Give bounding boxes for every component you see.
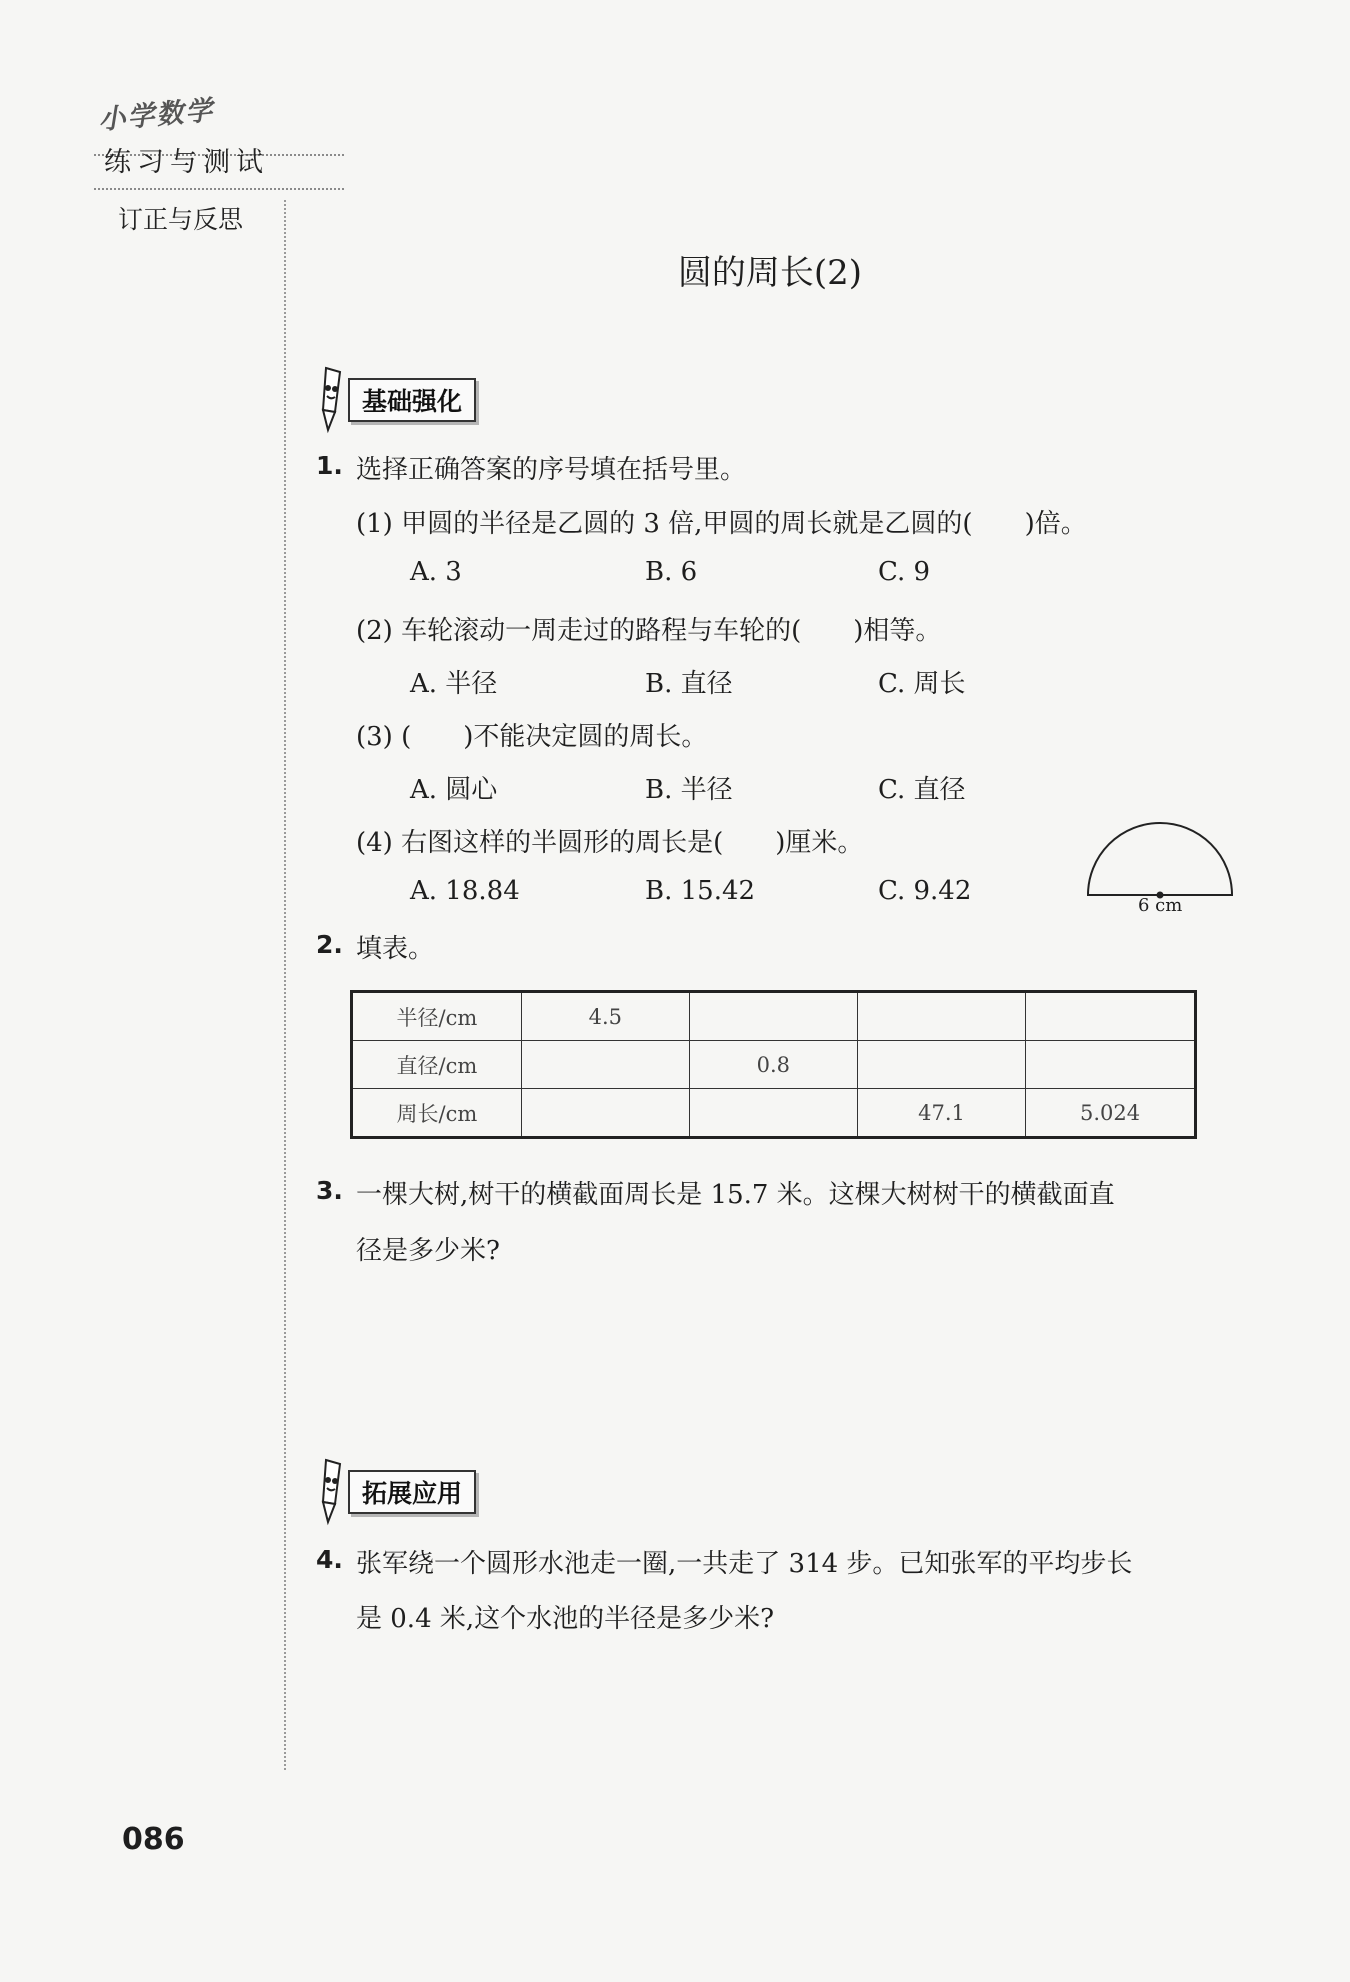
- section-basic: [318, 378, 476, 422]
- page-title: 圆的周长(2): [677, 253, 863, 293]
- table-cell[interactable]: [1026, 992, 1196, 1041]
- question-text-line2: 径是多少米?: [356, 1236, 500, 1266]
- option-1a: A. 3: [410, 557, 462, 587]
- option-1b: B. 6: [645, 557, 698, 587]
- table-cell[interactable]: [689, 992, 857, 1041]
- section-label-basic: 基础强化: [348, 378, 476, 422]
- table-cell: 47.1: [857, 1089, 1025, 1138]
- margin-label: 订正与反思: [118, 205, 244, 234]
- semicircle-diameter-label: 6 cm: [1138, 895, 1183, 916]
- table-cell: 半径/cm: [352, 992, 522, 1041]
- table-cell: 周长/cm: [352, 1089, 522, 1138]
- table-row: [352, 1089, 1196, 1138]
- option-3b: B. 半径: [645, 775, 733, 805]
- table-cell[interactable]: [857, 1041, 1025, 1089]
- question-number: 3.: [316, 1176, 343, 1205]
- table-cell[interactable]: [521, 1089, 689, 1138]
- option-2b: B. 直径: [645, 669, 733, 699]
- pencil-icon: [318, 366, 348, 434]
- option-4c: C. 9.42: [878, 876, 972, 906]
- table-row: [352, 992, 1196, 1041]
- option-3c: C. 直径: [878, 775, 966, 805]
- option-4b: B. 15.42: [645, 876, 756, 906]
- subquestion-4-stem: (4) 右图这样的半圆形的周长是( )厘米。: [356, 828, 864, 858]
- fill-table: [350, 990, 1197, 1139]
- table-cell: 0.8: [689, 1041, 857, 1089]
- question-text-line1: 张军绕一个圆形水池走一圈,一共走了 314 步。已知张军的平均步长: [356, 1549, 1133, 1579]
- brand-title: 练习与测试: [104, 147, 269, 178]
- table-cell[interactable]: [689, 1089, 857, 1138]
- question-text: 填表。: [356, 934, 435, 964]
- table-row: [352, 1041, 1196, 1089]
- brand-subtitle: 小学数学: [97, 95, 216, 137]
- option-4a: A. 18.84: [410, 876, 520, 906]
- question-number: 2.: [316, 930, 343, 959]
- margin-divider: [284, 200, 286, 1770]
- pencil-icon: [318, 1458, 348, 1526]
- question-number: 1.: [316, 451, 343, 480]
- option-2c: C. 周长: [878, 669, 966, 699]
- table-cell[interactable]: [521, 1041, 689, 1089]
- table-cell: 5.024: [1026, 1089, 1196, 1138]
- question-text: 选择正确答案的序号填在括号里。: [356, 455, 747, 485]
- table-cell: 直径/cm: [352, 1041, 522, 1089]
- option-2a: A. 半径: [410, 669, 498, 699]
- table-cell[interactable]: [857, 992, 1025, 1041]
- option-1c: C. 9: [878, 557, 931, 587]
- option-3a: A. 圆心: [410, 775, 498, 805]
- section-label-extend: 拓展应用: [348, 1470, 476, 1514]
- subquestion-2-stem: (2) 车轮滚动一周走过的路程与车轮的( )相等。: [356, 616, 942, 646]
- subquestion-1-stem: (1) 甲圆的半径是乙圆的 3 倍,甲圆的周长就是乙圆的( )倍。: [356, 509, 1087, 539]
- subquestion-3-stem: (3) ( )不能决定圆的周长。: [356, 722, 708, 752]
- question-text-line1: 一棵大树,树干的横截面周长是 15.7 米。这棵大树树干的横截面直: [356, 1180, 1115, 1210]
- table-cell: 4.5: [521, 992, 689, 1041]
- question-number: 4.: [316, 1545, 343, 1574]
- question-text-line2: 是 0.4 米,这个水池的半径是多少米?: [356, 1604, 775, 1634]
- section-extend: [318, 1470, 476, 1514]
- page-number: 086: [122, 1822, 185, 1857]
- table-cell[interactable]: [1026, 1041, 1196, 1089]
